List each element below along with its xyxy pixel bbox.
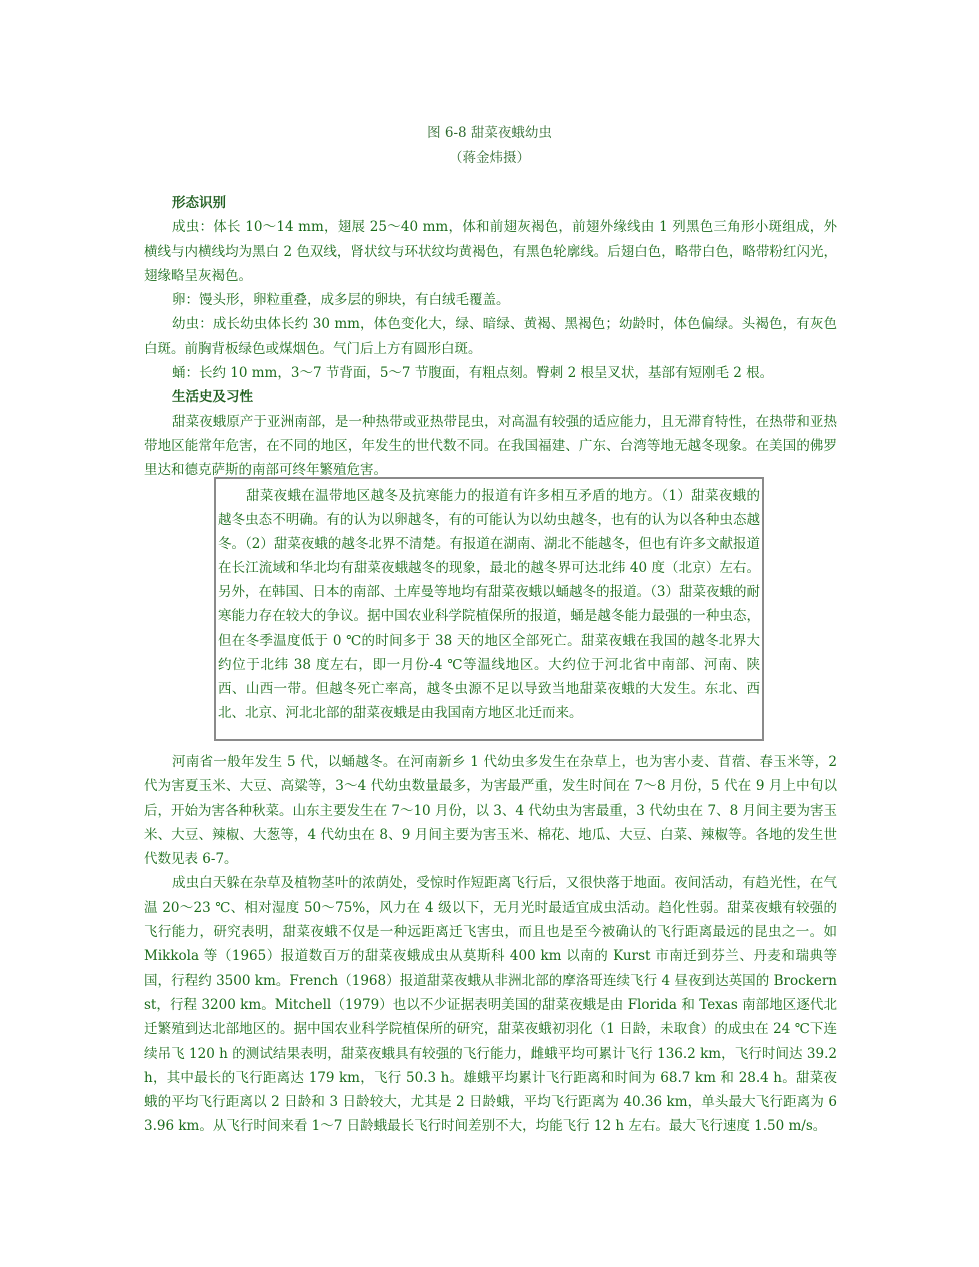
adult-paragraph: 成虫：体长 10～14 mm，翅展 25～40 mm，体和前翅灰褐色，前翅外缘线由 1 列黑色三角形小斑组成，外横线与内横线均为黑白 2 色双线，肾状纹与环状纹均黄褐色，有黑色轮廓线。后翅白色，略带白色，略带粉红闪光，翅缘略呈灰褐色。 (144, 219, 837, 284)
overwintering-note-text: 甜菜夜蛾在温带地区越冬及抗寒能力的报道有许多相互矛盾的地方。（1）甜菜夜蛾的越冬虫态不明确。有的认为以卵越冬，有的可能认为以幼虫越冬，也有的认为以各种虫态越冬。（2）甜菜夜蛾的越冬北界不清楚。有报道在湖南、湖北不能越冬，但也有许多文献报道在长江流域和华北均有甜菜夜蛾越冬的现象，最北的越冬界可达北纬 40 度（北京）左右。另外，在韩国、日本的南部、土库曼等地均有甜菜夜蛾以蛹越冬的报道。（3）甜菜夜蛾的耐寒能力存在较大的争议。据中国农业科学院植保所的报道，蛹是越冬能力最强的一种虫态，但在冬季温度低于 0 ℃的时间多于 38 天的地区全部死亡。甜菜夜蛾在我国的越冬北界大约位于北纬 38 度左右，即一月份-4 ℃等温线地区。大约位于河北省中南部、河南、陕西、山西一带。但越冬死亡率高，越冬虫源不足以导致当地甜菜夜蛾的大发生。东北、西北、北京、河北北部的甜菜夜蛾是由我国南方地区北迁而来。 (218, 488, 760, 721)
life-history-section (144, 750, 837, 1139)
overwintering-note-box (214, 477, 764, 741)
egg-paragraph: 卵：馒头形，卵粒重叠，成多层的卵块，有白绒毛覆盖。 (172, 292, 510, 309)
morphology-heading: 形态识别 (172, 195, 226, 211)
morphology-section (144, 191, 837, 483)
larva-paragraph: 幼虫：成长幼虫体长约 30 mm，体色变化大，绿、暗绿、黄褐、黑褐色；幼龄时，体色偏绿。头褐色，有灰色白斑。前胸背板绿色或煤烟色。气门后上方有圆形白斑。 (144, 316, 837, 357)
figure-caption: 图 6-8 甜菜夜蛾幼虫 (427, 125, 552, 141)
origin-paragraph: 甜菜夜蛾原产于亚洲南部，是一种热带或亚热带昆虫，对高温有较强的适应能力，且无滞育特性，在热带和亚热带地区能常年危害，在不同的地区，年发生的世代数不同。在我国福建、广东、台湾等地无越冬现象。在美国的佛罗里达和德克萨斯的南部可终年繁殖危害。 (144, 413, 837, 479)
flight-behavior-paragraph: 成虫白天躲在杂草及植物茎叶的浓荫处，受惊时作短距离飞行后，又很快落于地面。夜间活动，有趋光性，在气温 20～23 ℃、相对湿度 50～75%，风力在 4 级以下，无月光时最适宜成虫活动。趋化性弱。甜菜夜蛾有较强的飞行能力，研究表明，甜菜夜蛾不仅是一种远距离迁飞害虫，而且也是至今被确认的飞行距离最远的昆虫之一。如 Mikkola 等（1965）报道数百万的甜菜夜蛾成虫从莫斯科 400 km 以南的 Kurst 市南迁到芬兰、丹麦和瑞典等国，行程约 3500 km。French（1968）报道甜菜夜蛾从非洲北部的摩洛哥连续飞行 4 昼夜到达英国的 Brockernst，行程 3200 km。Mitchell（1979）也以不少证据表明美国的甜菜夜蛾是由 Florida 和 Texas 南部地区逐代北迁繁殖到达北部地区的。据中国农业科学院植保所的研究，甜菜夜蛾初羽化（1 日龄，未取食）的成虫在 24 ℃下连续吊飞 120 h 的测试结果表明，甜菜夜蛾具有较强的飞行能力，雌蛾平均可累计飞行 136.2 km，飞行时间达 39.2 h，其中最长的飞行距离达 179 km，飞行 50.3 h。雄蛾平均累计飞行距离和时间为 68.7 km 和 28.4 h。甜菜夜蛾的平均飞行距离以 2 日龄和 3 日龄较大，尤其是 2 日龄蛾，平均飞行距离为 40.36 km，单头最大飞行距离为 63.96 km。从飞行时间来看 1～7 日龄蛾最长飞行时间差别不大，均能飞行 12 h 左右。最大飞行速度 1.50 m/s。 (144, 875, 837, 1135)
figure-credit: （蒋金炜摄） (449, 150, 530, 166)
life-history-heading: 生活史及习性 (172, 389, 253, 406)
pupa-paragraph: 蛹：长约 10 mm，3～7 节背面，5～7 节腹面，有粗点刻。臀刺 2 根呈叉状，基部有短刚毛 2 根。 (172, 365, 774, 382)
generations-paragraph: 河南省一般年发生 5 代，以蛹越冬。在河南新乡 1 代幼虫多发生在杂草上，也为害小麦、苜蓿、春玉米等，2 代为害夏玉米、大豆、高粱等，3～4 代幼虫数量最多，为害最严重，发生时间在 7～8 月份，5 代在 9 月上中旬以后，开始为害各种秋菜。山东主要发生在 7～10 月份，以 3、4 代幼虫为害最重，3 代幼虫在 7、8 月间主要为害玉米、大豆、辣椒、大葱等，4 代幼虫在 8、9 月间主要为害玉米、棉花、地瓜、大豆、白菜、辣椒等。各地的发生世代数见表 6-7。 (144, 754, 837, 868)
